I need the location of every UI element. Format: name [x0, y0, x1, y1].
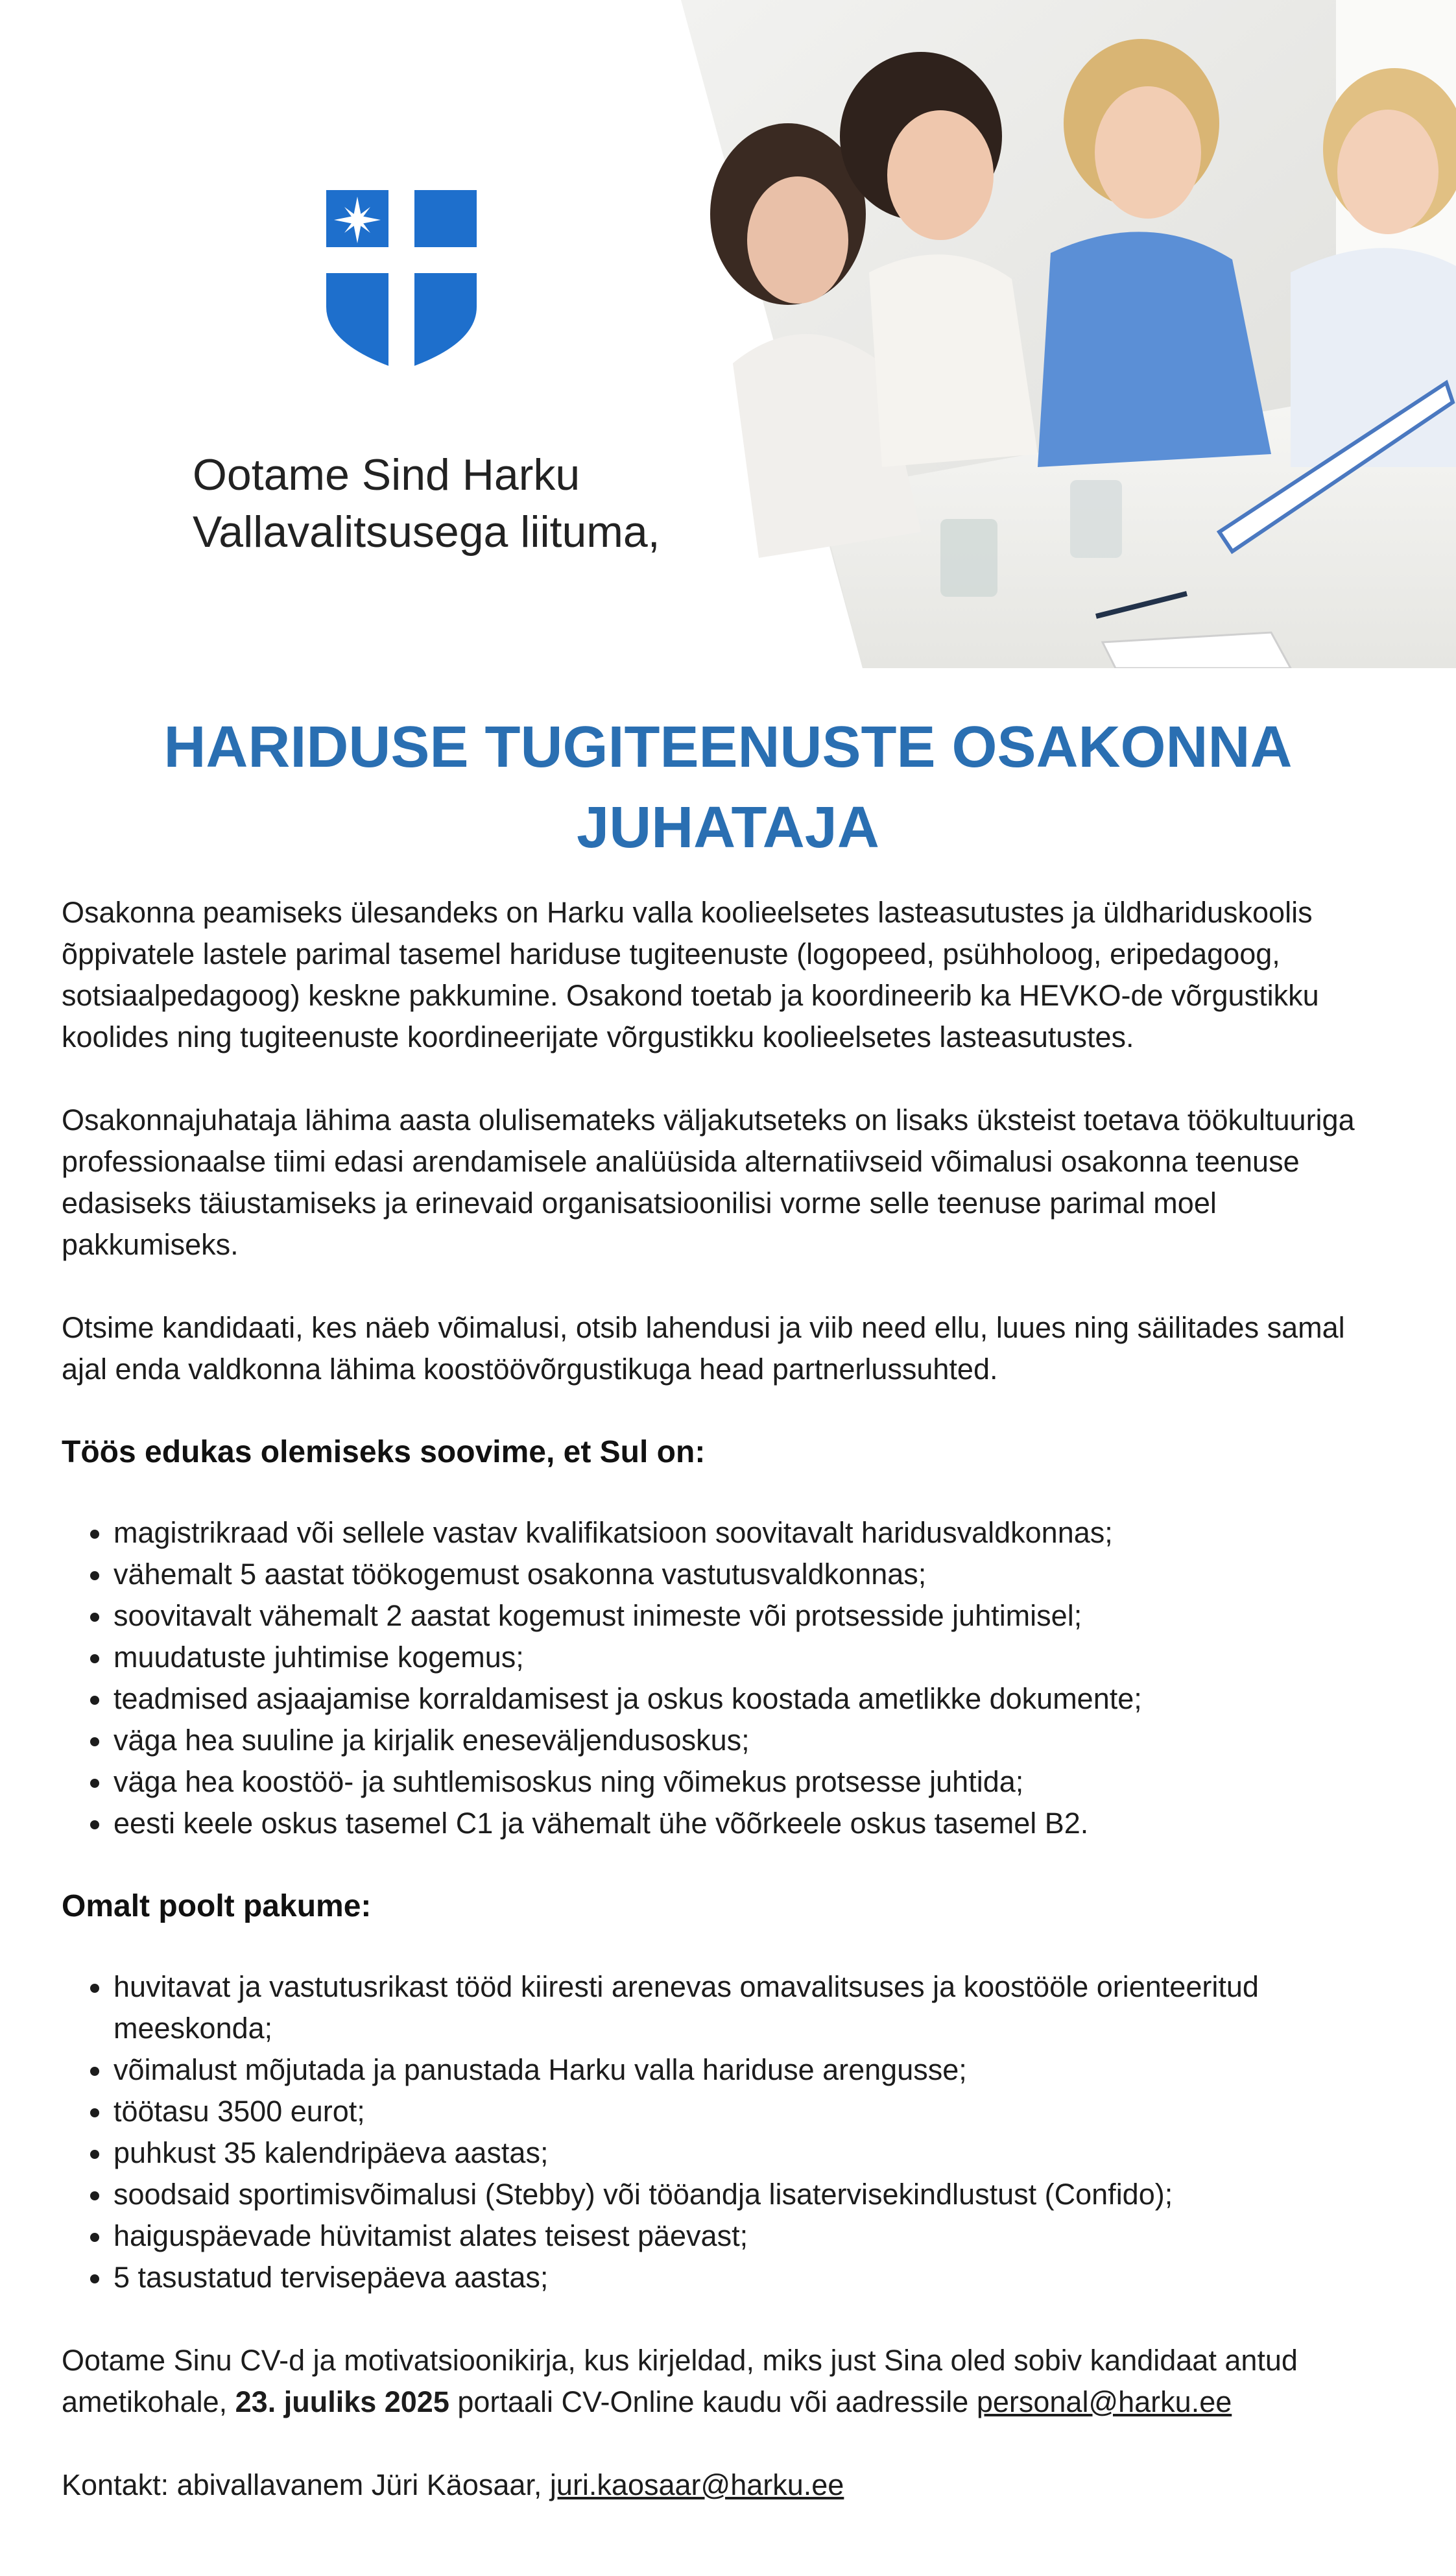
- apply-text-2: portaali CV-Online kaudu või aadressile: [449, 2385, 977, 2418]
- tagline: [193, 446, 776, 560]
- apply-paragraph: [62, 2340, 1398, 2423]
- list-item: • 5 tasustatud tervisepäeva aastas;: [112, 2257, 1398, 2298]
- apply-text-1: Ootame Sinu CV-d ja motivatsioonikirja, kus kirjeldad, miks just Sina oled sobiv kandidaat antud ametikohale,: [62, 2344, 1298, 2418]
- intro-paragraph-1: Osakonna peamiseks ülesandeks on Harku valla koolieelsetes lasteasutustes ja üldhariduskoolis õppivatele lastele parimal tasemel hariduse tugiteenuste (logopeed, psühholoog, eripedagoog, sotsiaalpedagoog) keskne pakkumine. Osakond toetab ja koordineerib ka HEVKO-de võrgustikku koolides ning tugiteenuste koordineerijate võrgustikku koolieelsetes lasteasutustes.: [62, 896, 1319, 1053]
- contact-text: Kontakt: abivallavanem Jüri Käosaar,: [62, 2468, 550, 2501]
- offer-list: [62, 1966, 1398, 2298]
- header: [0, 0, 1456, 668]
- intro-paragraph-2: Osakonnajuhataja lähima aasta olulisemateks väljakutseteks on lisaks üksteist toetava töökultuuriga professionaalse tiimi edasi arendamisele analüüsida alternatiivseid võimalusi osakonna teenuse edasiseks täiustamiseks ja erinevaid organisatsioonilisi vorme selle teenuse parimal moel pakkumiseks.: [62, 1103, 1355, 1261]
- list-item: • soodsaid sportimisvõimalusi (Stebby) või tööandja lisatervisekindlustust (Confido);: [112, 2174, 1398, 2215]
- tagline-line-2: Vallavalitsusega liituma,: [193, 507, 660, 557]
- page-title-line-2: JUHATAJA: [577, 795, 879, 860]
- apply-email-link[interactable]: personal@harku.ee: [976, 2385, 1232, 2418]
- list-item: • väga hea suuline ja kirjalik eneseväljendusoskus;: [112, 1720, 1398, 1761]
- requirements-list: [62, 1512, 1398, 1844]
- offer-heading: Omalt poolt pakume:: [62, 1889, 372, 1923]
- job-description: [62, 892, 1398, 2547]
- list-item: • puhkust 35 kalendripäeva aastas;: [112, 2132, 1398, 2174]
- list-item: • eesti keele oskus tasemel C1 ja vähemalt ühe võõrkeele oskus tasemel B2.: [112, 1803, 1398, 1844]
- list-item: • võimalust mõjutada ja panustada Harku valla hariduse arengusse;: [112, 2049, 1398, 2091]
- list-item: • muudatuste juhtimise kogemus;: [112, 1637, 1398, 1678]
- tagline-line-1: Ootame Sind Harku: [193, 450, 580, 500]
- list-item: • huvitavat ja vastutusrikast tööd kiiresti arenevas omavalitsuses ja koostööle orienteeritud meeskonda;: [112, 1966, 1398, 2049]
- list-item: • magistrikraad või sellele vastav kvalifikatsioon soovitavalt haridusvaldkonnas;: [112, 1512, 1398, 1554]
- requirements-heading: Töös edukas olemiseks soovime, et Sul on:: [62, 1435, 706, 1469]
- list-item: • soovitavalt vähemalt 2 aastat kogemust inimeste või protsesside juhtimisel;: [112, 1595, 1398, 1637]
- intro-paragraph-3: Otsime kandidaati, kes näeb võimalusi, otsib lahendusi ja viib need ellu, luues ning säilitades samal ajal enda valdkonna lähima koostöövõrgustikuga head partnerlussuhted.: [62, 1311, 1345, 1386]
- list-item: • töötasu 3500 eurot;: [112, 2091, 1398, 2132]
- team-meeting-photo: [0, 0, 1456, 668]
- harku-coat-of-arms-icon: [326, 190, 477, 370]
- contact-paragraph: [62, 2464, 1398, 2506]
- list-item: • teadmised asjaajamise korraldamisest ja oskus koostada ametlikke dokumente;: [112, 1678, 1398, 1720]
- list-item: • väga hea koostöö- ja suhtlemisoskus ning võimekus protsesse juhtida;: [112, 1761, 1398, 1803]
- contact-email-link[interactable]: juri.kaosaar@harku.ee: [549, 2468, 844, 2501]
- page-title: [78, 707, 1378, 868]
- apply-deadline: 23. juuliks 2025: [235, 2385, 449, 2418]
- list-item: • haiguspäevade hüvitamist alates teisest päevast;: [112, 2215, 1398, 2257]
- list-item: • vähemalt 5 aastat töökogemust osakonna vastutusvaldkonnas;: [112, 1554, 1398, 1595]
- page-title-line-1: HARIDUSE TUGITEENUSTE OSAKONNA: [163, 715, 1293, 780]
